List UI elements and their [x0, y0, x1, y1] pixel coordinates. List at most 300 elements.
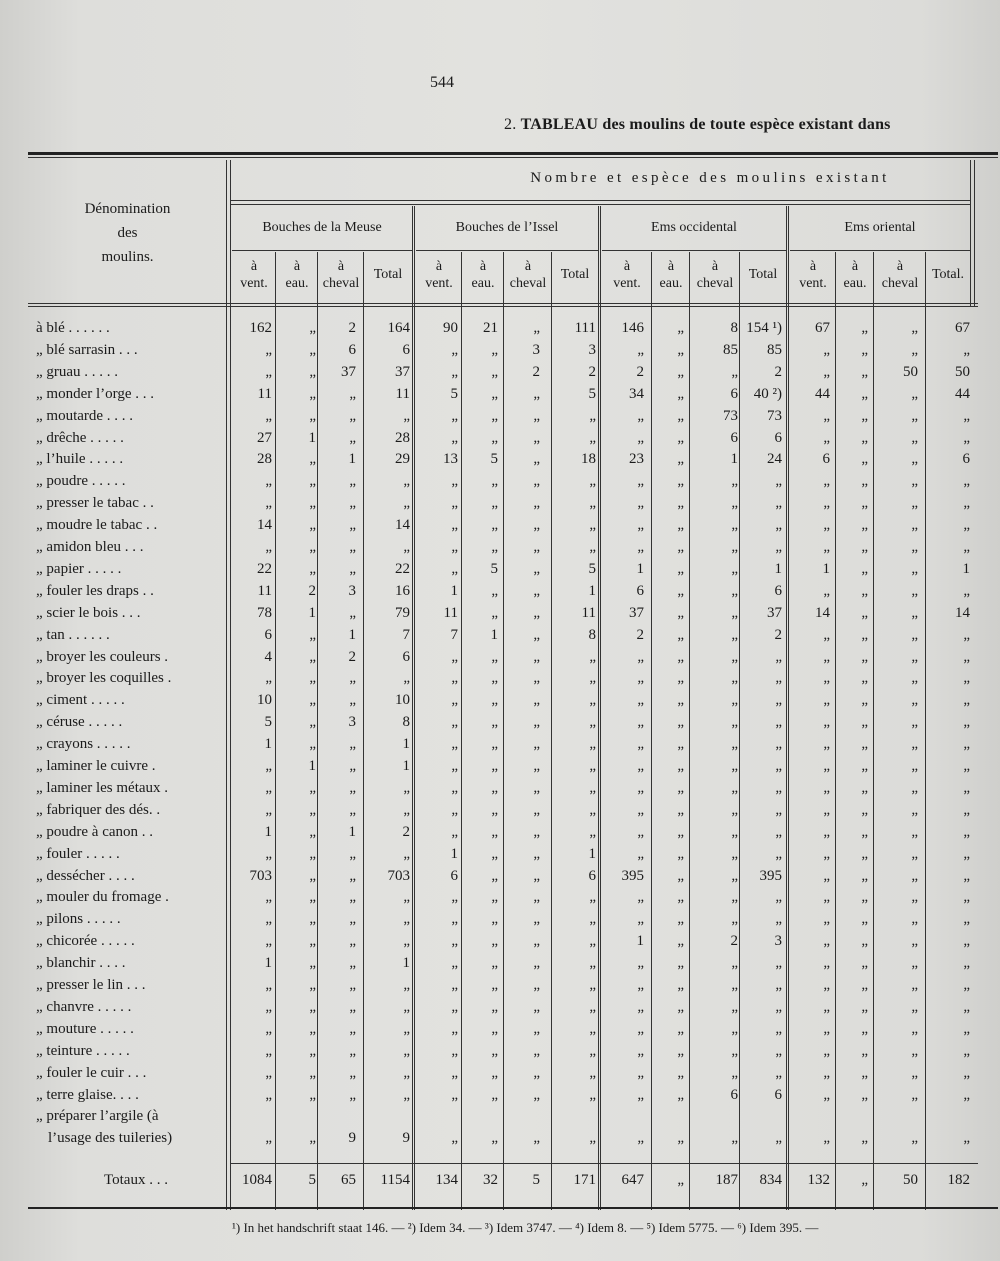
table-cell: „	[589, 473, 596, 490]
table-cell: „	[451, 341, 458, 358]
table-cell: „	[309, 933, 316, 950]
table-cell: „	[309, 779, 316, 796]
sub-header	[790, 259, 836, 293]
table-cell: „	[265, 1064, 272, 1081]
table-cell: „	[731, 867, 738, 884]
table-cell: „	[677, 320, 684, 336]
table-cell: „	[963, 407, 970, 424]
table-cell: „	[309, 385, 316, 402]
table-cell: 5	[490, 451, 498, 468]
table-cell: „	[265, 977, 272, 993]
table-cell: „	[533, 867, 540, 884]
table-cell: „	[533, 517, 540, 534]
table-cell: „	[491, 889, 498, 906]
table-cell: „	[309, 692, 316, 709]
group-underline	[232, 250, 412, 251]
table-cell: „	[349, 779, 356, 796]
table-cell: „	[861, 1172, 868, 1188]
table-cell: 703	[249, 867, 272, 884]
table-cell: „	[265, 363, 272, 380]
table-cell: „	[589, 823, 596, 840]
table-cell: „	[589, 758, 596, 774]
table-cell: „	[677, 933, 684, 950]
table-cell: „	[677, 582, 684, 599]
row-label: „ l’huile . . . . .	[36, 451, 124, 468]
table-cell: „	[963, 779, 970, 796]
table-cell: „	[911, 648, 918, 665]
table-cell: „	[533, 889, 540, 906]
table-cell: „	[491, 429, 498, 446]
table-cell: „	[963, 911, 970, 928]
table-cell: „	[963, 845, 970, 862]
table-cell: „	[731, 714, 738, 731]
table-cell: 65	[341, 1172, 356, 1188]
table-cell: „	[451, 933, 458, 950]
row-label: „ laminer les métaux .	[36, 779, 169, 796]
table-cell: 5	[588, 560, 596, 577]
table-cell: „	[309, 626, 316, 643]
table-cell: „	[677, 1086, 684, 1103]
table-cell: „	[911, 955, 918, 972]
sub-header	[874, 259, 926, 293]
table-cell: 1	[348, 451, 356, 468]
table-cell: 146	[621, 320, 644, 336]
table-cell: „	[533, 1064, 540, 1081]
table-cell: „	[403, 801, 410, 818]
table-cell: „	[309, 1130, 316, 1147]
table-cell: „	[677, 1172, 684, 1188]
table-cell: „	[403, 933, 410, 950]
table-cell: „	[349, 867, 356, 884]
table-cell: 6	[730, 429, 738, 446]
table-cell: „	[451, 1064, 458, 1081]
table-cell: „	[637, 998, 644, 1015]
table-cell: „	[403, 911, 410, 928]
table-cell: „	[861, 801, 868, 818]
footnote: ¹) In het handschrift staat 146. — ²) Idem 34. — ³) Idem 3747. — ⁴) Idem 8. — ⁵) Idem 5775. — ⁶) Idem 395. —	[232, 1220, 819, 1235]
table-cell: „	[823, 823, 830, 840]
table-cell: „	[265, 539, 272, 555]
table-cell: „	[491, 736, 498, 753]
table-cell: 1	[308, 604, 316, 621]
table-cell: „	[589, 670, 596, 687]
table-cell: 6	[774, 1086, 782, 1103]
table-cell: „	[491, 648, 498, 665]
table-cell: „	[963, 473, 970, 490]
table-cell: 10	[395, 692, 410, 709]
table-cell: „	[265, 407, 272, 424]
sub-header-text: à cheval	[509, 259, 547, 291]
table-cell: „	[861, 758, 868, 774]
table-cell: „	[861, 977, 868, 993]
table-cell: 2	[588, 363, 596, 380]
table-cell: „	[533, 977, 540, 993]
sub-header-text: à eau.	[659, 259, 683, 291]
table-cell: „	[911, 801, 918, 818]
table-cell: 5	[532, 1172, 540, 1188]
table-cell: 6	[822, 451, 830, 468]
table-cell: „	[677, 714, 684, 731]
table-cell: „	[533, 407, 540, 424]
table-cell: „	[349, 473, 356, 490]
table-cell: „	[349, 998, 356, 1015]
table-cell: 164	[387, 320, 410, 336]
table-cell: „	[589, 407, 596, 424]
totals-rule	[230, 1163, 978, 1164]
table-cell: „	[637, 670, 644, 687]
table-cell: „	[823, 1064, 830, 1081]
row-label: „ poudre . . . . .	[36, 473, 126, 490]
row-label: „ gruau . . . . .	[36, 363, 119, 380]
table-cell: 4	[264, 648, 272, 665]
table-cell: „	[963, 736, 970, 753]
table-cell: „	[911, 560, 918, 577]
table-cell: „	[491, 670, 498, 687]
table-cell: „	[911, 473, 918, 490]
table-cell: „	[861, 1086, 868, 1103]
table-cell: „	[309, 451, 316, 468]
table-cell: „	[637, 955, 644, 972]
table-cell: „	[731, 889, 738, 906]
table-cell: „	[731, 911, 738, 928]
table-cell: 6	[774, 582, 782, 599]
table-cell: „	[349, 955, 356, 972]
table-cell: „	[823, 363, 830, 380]
table-cell: 11	[395, 385, 410, 402]
table-cell: „	[309, 867, 316, 884]
table-cell: „	[349, 758, 356, 774]
row-label: „ monder l’orge . . .	[36, 385, 155, 402]
table-cell: „	[349, 517, 356, 534]
table-cell: „	[963, 867, 970, 884]
table-cell: „	[533, 385, 540, 402]
table-cell: „	[911, 539, 918, 555]
column-divider	[598, 206, 599, 1210]
table-cell: 2	[774, 363, 782, 380]
table-cell: „	[861, 1130, 868, 1147]
table-cell: 37	[395, 363, 410, 380]
table-cell: „	[731, 998, 738, 1015]
table-cell: 90	[443, 320, 458, 336]
table-cell: „	[491, 341, 498, 358]
table-cell: „	[861, 889, 868, 906]
table-cell: „	[589, 933, 596, 950]
row-label: „ fouler . . . . .	[36, 845, 120, 862]
table-cell: „	[451, 1130, 458, 1147]
table-cell: 11	[257, 385, 272, 402]
table-cell: „	[963, 626, 970, 643]
table-cell: „	[349, 736, 356, 753]
table-cell: „	[861, 451, 868, 468]
totals-label: Totaux . . .	[104, 1172, 168, 1188]
table-cell: „	[491, 998, 498, 1015]
sub-header-text: à eau.	[843, 259, 867, 291]
header-bottom-rule-2	[28, 306, 978, 307]
table-cell: „	[533, 604, 540, 621]
table-cell: „	[861, 429, 868, 446]
table-cell: „	[403, 1042, 410, 1059]
table-cell: „	[309, 823, 316, 840]
table-cell: „	[677, 779, 684, 796]
table-cell: „	[911, 517, 918, 534]
table-cell: „	[265, 889, 272, 906]
table-cell: „	[677, 1130, 684, 1147]
table-cell: „	[309, 539, 316, 555]
table-cell: „	[911, 495, 918, 512]
table-cell: 13	[443, 451, 458, 468]
table-cell: 1	[264, 736, 272, 753]
table-cell: „	[451, 955, 458, 972]
header-rule	[230, 200, 970, 201]
table-cell: „	[403, 779, 410, 796]
table-cell: „	[677, 977, 684, 993]
table-cell: „	[861, 341, 868, 358]
sub-header	[318, 259, 364, 293]
table-cell: „	[823, 1042, 830, 1059]
table-cell: „	[589, 495, 596, 512]
table-cell: „	[491, 714, 498, 731]
table-cell: „	[589, 539, 596, 555]
table-cell: „	[731, 473, 738, 490]
table-cell: 37	[341, 363, 356, 380]
sub-header-text: à eau.	[471, 259, 495, 291]
table-cell: „	[589, 1042, 596, 1059]
table-cell: „	[861, 517, 868, 534]
row-label: „ moutarde . . . .	[36, 407, 134, 424]
table-cell: 1154	[380, 1172, 410, 1188]
table-cell: „	[861, 539, 868, 555]
table-cell: „	[309, 998, 316, 1015]
table-cell: „	[911, 889, 918, 906]
table-cell: „	[861, 1042, 868, 1059]
row-label: „ papier . . . . .	[36, 560, 122, 577]
table-cell: „	[451, 911, 458, 928]
row-label: „ fouler les draps . .	[36, 582, 154, 599]
top-rule-thin	[28, 157, 998, 158]
table-cell: „	[775, 801, 782, 818]
row-label: „ céruse . . . . .	[36, 714, 123, 731]
table-cell: 37	[629, 604, 644, 621]
table-cell: 11	[581, 604, 596, 621]
table-cell: „	[861, 407, 868, 424]
table-cell: „	[677, 626, 684, 643]
title-rest: des moulins de toute espèce existant dans	[598, 116, 891, 133]
table-cell: „	[349, 429, 356, 446]
table-cell: „	[823, 779, 830, 796]
table-cell: 111	[574, 320, 596, 336]
table-cell: 834	[759, 1172, 782, 1188]
table-cell: „	[823, 933, 830, 950]
table-cell: 85	[723, 341, 738, 358]
denomination-line-1: Dénomination	[84, 201, 171, 217]
table-cell: 154 ¹)	[746, 320, 782, 336]
table-cell: „	[677, 407, 684, 424]
table-cell: „	[533, 495, 540, 512]
table-cell: „	[823, 670, 830, 687]
table-cell: „	[963, 714, 970, 731]
table-cell: 16	[395, 582, 410, 599]
table-cell: „	[823, 582, 830, 599]
column-divider	[226, 160, 227, 1210]
table-cell: „	[451, 539, 458, 555]
row-label-continued: l’usage des tuileries)	[48, 1130, 173, 1147]
table-cell: „	[775, 692, 782, 709]
table-cell: „	[403, 1064, 410, 1081]
table-cell: 14	[395, 517, 410, 534]
table-cell: „	[349, 889, 356, 906]
table-cell: „	[309, 495, 316, 512]
table-cell: „	[533, 779, 540, 796]
table-cell: „	[533, 714, 540, 731]
table-cell: „	[775, 998, 782, 1015]
table-cell: „	[677, 823, 684, 840]
table-cell: „	[911, 1086, 918, 1103]
table-cell: „	[677, 889, 684, 906]
table-cell: „	[309, 473, 316, 490]
table-title	[504, 116, 891, 134]
table-cell: 2	[308, 582, 316, 599]
table-cell: „	[491, 604, 498, 621]
table-cell: „	[309, 889, 316, 906]
table-cell: „	[265, 495, 272, 512]
table-cell: „	[451, 977, 458, 993]
row-label: „ moudre le tabac . .	[36, 517, 158, 534]
table-cell: „	[491, 977, 498, 993]
row-label: „ dessécher . . . .	[36, 867, 135, 884]
table-cell: „	[731, 801, 738, 818]
table-cell: „	[731, 517, 738, 534]
table-cell: „	[349, 933, 356, 950]
table-cell: „	[861, 363, 868, 380]
table-cell: 162	[249, 320, 272, 336]
table-cell: „	[533, 998, 540, 1015]
table-cell: 5	[450, 385, 458, 402]
row-label: „ scier le bois . . .	[36, 604, 141, 621]
table-cell: „	[861, 385, 868, 402]
sub-header-text: à cheval	[696, 259, 734, 291]
row-label: „ mouler du fromage .	[36, 889, 169, 906]
table-cell: 29	[395, 451, 410, 468]
table-cell: „	[731, 955, 738, 972]
table-cell: „	[677, 648, 684, 665]
table-cell: 2	[636, 626, 644, 643]
table-cell: 67	[955, 320, 970, 336]
table-cell: 73	[723, 407, 738, 424]
table-cell: „	[861, 845, 868, 862]
table-cell: „	[637, 714, 644, 731]
table-cell: „	[533, 1086, 540, 1103]
table-cell: „	[451, 998, 458, 1015]
table-cell: „	[963, 341, 970, 358]
table-cell: „	[823, 911, 830, 928]
table-cell: „	[309, 320, 316, 336]
table-cell: 132	[807, 1172, 830, 1188]
row-label: „ chanvre . . . . .	[36, 998, 132, 1015]
table-cell: 1	[402, 758, 410, 774]
table-cell: „	[775, 1064, 782, 1081]
table-cell: „	[403, 1020, 410, 1037]
table-cell: „	[823, 736, 830, 753]
group-header: Ems occidental	[651, 220, 737, 235]
table-cell: „	[349, 495, 356, 512]
table-cell: „	[589, 1086, 596, 1103]
row-label: „ fouler le cuir . . .	[36, 1064, 147, 1081]
table-cell: „	[677, 539, 684, 555]
table-cell: „	[533, 582, 540, 599]
table-cell: „	[823, 889, 830, 906]
table-cell: „	[451, 429, 458, 446]
table-cell: „	[823, 955, 830, 972]
table-cell: 21	[483, 320, 498, 336]
table-cell: „	[265, 1130, 272, 1147]
table-cell: „	[491, 1042, 498, 1059]
table-cell: „	[731, 582, 738, 599]
table-cell: „	[589, 801, 596, 818]
table-cell: „	[589, 911, 596, 928]
table-cell: „	[491, 845, 498, 862]
table-cell: „	[309, 517, 316, 534]
table-cell: „	[265, 473, 272, 490]
table-cell: „	[309, 560, 316, 577]
table-cell: 5	[490, 560, 498, 577]
table-cell: „	[491, 692, 498, 709]
table-cell: 6	[636, 582, 644, 599]
table-cell: „	[491, 363, 498, 380]
sub-header	[504, 259, 552, 293]
table-cell: „	[677, 473, 684, 490]
table-cell: „	[911, 933, 918, 950]
table-cell: 6	[402, 648, 410, 665]
table-cell: „	[265, 341, 272, 358]
table-cell: „	[637, 779, 644, 796]
table-cell: 6	[730, 1086, 738, 1103]
table-cell: „	[533, 758, 540, 774]
table-cell: 2	[774, 626, 782, 643]
table-cell: „	[963, 692, 970, 709]
table-cell: 1	[962, 560, 970, 577]
table-cell: 50	[903, 363, 918, 380]
row-label: „ blé sarrasin . . .	[36, 341, 138, 358]
table-cell: „	[911, 670, 918, 687]
table-cell: „	[861, 823, 868, 840]
table-cell: „	[309, 341, 316, 358]
table-cell: 28	[257, 451, 272, 468]
table-cell: 6	[774, 429, 782, 446]
table-cell: „	[861, 998, 868, 1015]
table-cell: „	[309, 911, 316, 928]
table-cell: „	[533, 539, 540, 555]
table-cell: „	[911, 714, 918, 731]
table-cell: 67	[815, 320, 830, 336]
table-cell: „	[963, 1020, 970, 1037]
table-cell: „	[491, 517, 498, 534]
table-cell: „	[911, 845, 918, 862]
table-cell: „	[861, 648, 868, 665]
table-cell: „	[491, 1086, 498, 1103]
group-underline	[790, 250, 970, 251]
table-cell: „	[911, 692, 918, 709]
table-cell: „	[451, 714, 458, 731]
table-cell: 44	[815, 385, 830, 402]
row-label: „ poudre à canon . .	[36, 823, 154, 840]
table-cell: „	[309, 1064, 316, 1081]
table-cell: „	[637, 473, 644, 490]
table-cell: „	[349, 604, 356, 621]
table-cell: „	[861, 692, 868, 709]
table-cell: 1	[636, 933, 644, 950]
table-cell: „	[775, 670, 782, 687]
table-cell: „	[775, 955, 782, 972]
